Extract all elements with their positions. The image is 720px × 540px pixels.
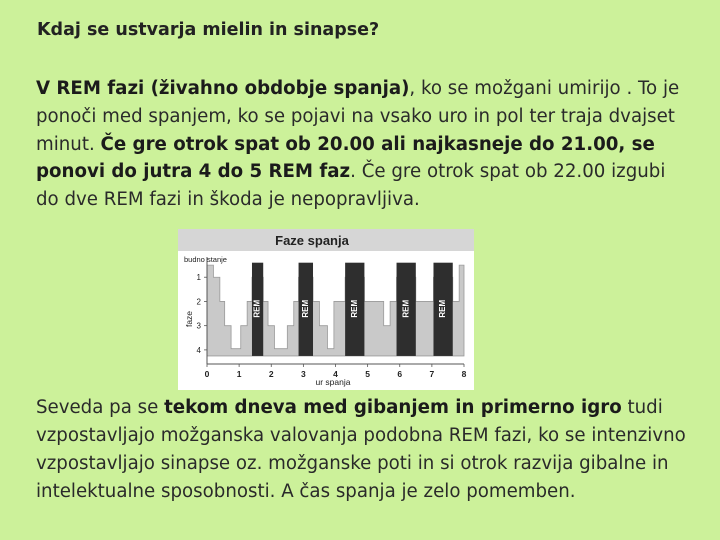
rem-label-4: REM xyxy=(401,299,411,318)
x-tick-label-8: 8 xyxy=(461,369,467,379)
paragraph2-run-0: Seveda pa se xyxy=(36,397,165,418)
x-tick-label-5: 5 xyxy=(365,369,370,379)
rem-label-2: REM xyxy=(300,299,310,318)
x-axis-label: ur spanja xyxy=(315,377,351,387)
paragraph-rem-phase xyxy=(36,75,686,214)
paragraph-daytime-movement xyxy=(36,394,686,506)
chart-title: Faze spanja xyxy=(275,233,349,248)
y-tick-label-2: 2 xyxy=(196,297,201,307)
y-tick-label-1: 1 xyxy=(196,273,201,283)
x-tick-label-6: 6 xyxy=(397,369,403,379)
paragraph2-run-1: tekom dneva med gibanjem in primerno igro xyxy=(164,397,622,418)
paragraph1-run-0: V REM fazi (živahno obdobje spanja) xyxy=(36,78,410,99)
x-tick-label-7: 7 xyxy=(429,369,435,379)
y-tick-label-4: 4 xyxy=(196,345,201,355)
x-tick-label-4: 4 xyxy=(333,369,338,379)
x-tick-label-0: 0 xyxy=(204,369,210,379)
sleep-phases-chart xyxy=(178,229,474,390)
rem-label-3: REM xyxy=(349,299,359,318)
sleep-phases-svg xyxy=(178,229,474,390)
paragraph1-run-3: . Če gre otrok spat ob 22.00 izgubi do dve REM fazi in škoda je nepopravljiva. xyxy=(36,161,666,211)
paragraph1-run-2: Če gre otrok spat ob 20.00 ali najkasneje do 21.00, se ponovi do jutra 4 do 5 REM faz xyxy=(36,133,655,183)
paragraph1-run-1: , ko se možgani umirijo . To je ponoči med spanjem, ko se pojavi na vsako uro in pol ter traja dvajset minut. xyxy=(36,78,680,155)
x-tick-label-2: 2 xyxy=(268,369,274,379)
x-tick-label-3: 3 xyxy=(301,369,306,379)
y-top-label: budno stanje xyxy=(184,255,227,264)
slide-heading: Kdaj se ustvarja mielin in sinapse? xyxy=(37,20,380,40)
rem-label-1: REM xyxy=(252,299,262,318)
y-tick-label-3: 3 xyxy=(196,321,201,331)
rem-label-5: REM xyxy=(438,299,448,318)
hypnogram-area xyxy=(207,265,464,356)
paragraph2-run-2: tudi vzpostavljajo možganska valovanja podobna REM fazi, ko se intenzivno vzpostavljajo sinapse oz. možganske poti in si otrok razvija gibalne in intelektualne sposobnosti. A čas spanja je zelo pomemben. xyxy=(36,397,686,502)
y-axis-label: faze xyxy=(184,310,194,328)
x-tick-label-1: 1 xyxy=(236,369,242,379)
